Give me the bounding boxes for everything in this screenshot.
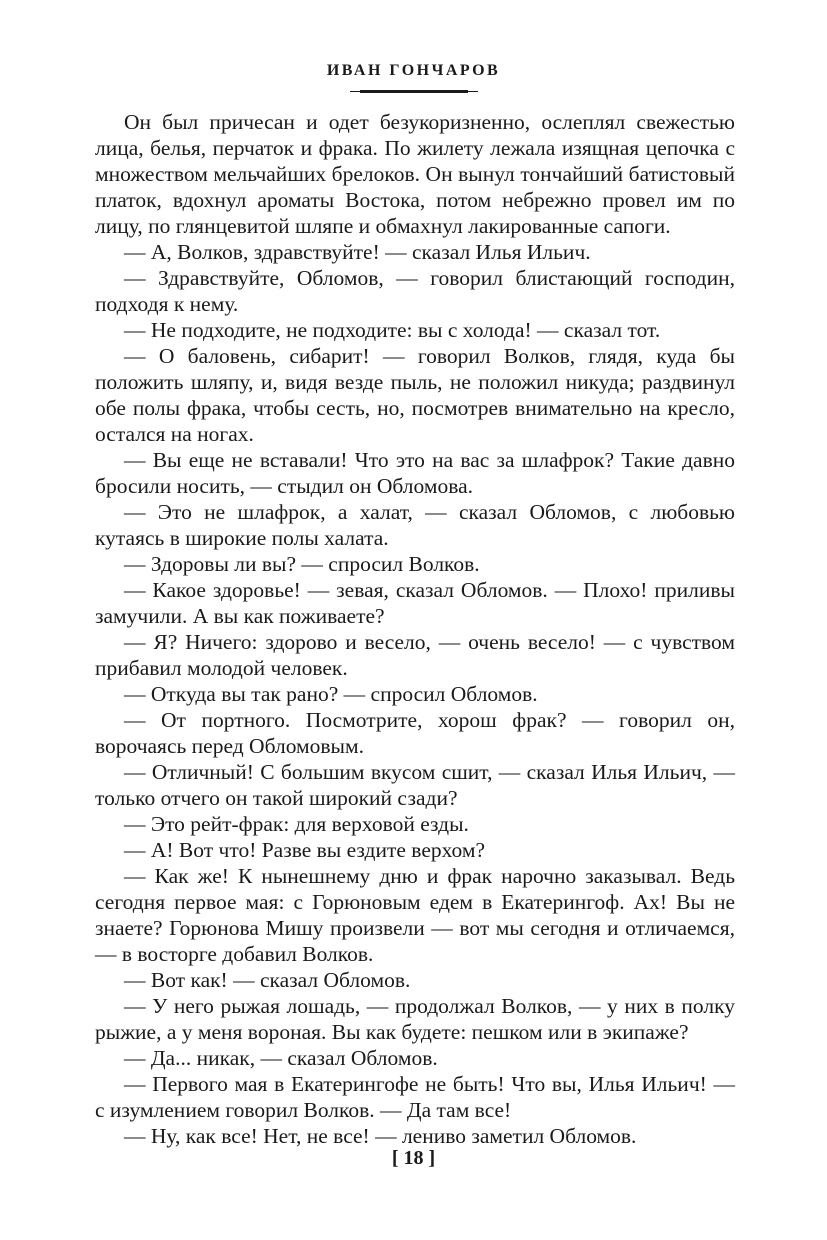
paragraph: — Какое здоровье! — зевая, сказал Обломов. — Плохо! приливы замучили. А вы как поживаете? (95, 578, 735, 628)
paragraph: — Да... никак, — сказал Обломов. (124, 1046, 438, 1070)
paragraph: — У него рыжая лошадь, — продолжал Волков, — у них в полку рыжие, а у меня вороная. Вы как будете: пешком или в экипаже? (95, 994, 735, 1044)
author-name: ИВАН ГОНЧАРОВ (326, 62, 501, 79)
paragraph: — А, Волков, здравствуйте! — сказал Илья Ильич. (124, 240, 591, 264)
paragraph: — Здоровы ли вы? — спросил Волков. (124, 552, 480, 576)
paragraph: — Отличный! С большим вкусом сшит, — сказал Илья Ильич, — только отчего он такой широкий сзади? (95, 760, 735, 810)
paragraph: — Здравствуйте, Обломов, — говорил блистающий господин, подходя к нему. (95, 266, 735, 316)
paragraph: — Как же! К нынешнему дню и фрак нарочно заказывал. Ведь сегодня первое мая: с Горюновым едем в Екатерингоф. Ах! Вы не знаете? Горюнова Мишу произвели — вот мы сегодня и отличаемся, — в восторге добавил Волков. (95, 864, 735, 966)
paragraph: — Вот как! — сказал Обломов. (124, 968, 411, 992)
paragraph: — Первого мая в Екатерингофе не быть! Что вы, Илья Ильич! — с изумлением говорил Волков. — Да там все! (95, 1072, 735, 1122)
paragraph: Он был причесан и одет безукоризненно, ослеплял свежестью лица, белья, перчаток и фрака. По жилету лежала изящная цепочка с множеством мельчайших брелоков. Он вынул тончайший батистовый платок, вдохнул ароматы Востока, потом небрежно провел им по лицу, по глянцевитой шляпе и обмахнул лакированные сапоги. (95, 110, 735, 238)
body-text (95, 109, 735, 1149)
paragraph: — От портного. Посмотрите, хорош фрак? — говорил он, ворочаясь перед Обломовым. (95, 708, 735, 758)
page-number: [ 18 ] (391, 1147, 436, 1169)
paragraph: — Откуда вы так рано? — спросил Обломов. (124, 682, 538, 706)
running-header (0, 62, 827, 93)
paragraph: — Не подходите, не подходите: вы с холода! — сказал тот. (124, 318, 661, 342)
paragraph: — Вы еще не вставали! Что это на вас за шлафрок? Такие давно бросили носить, — стыдил он Обломова. (95, 448, 735, 498)
paragraph: — О баловень, сибарит! — говорил Волков, глядя, куда бы положить шляпу, и, видя везде пыль, не положил никуда; раздвинул обе полы фрака, чтобы сесть, но, посмотрев внимательно на кресло, остался на ногах. (95, 344, 735, 446)
paragraph: — Я? Ничего: здорово и весело, — очень весело! — с чувством прибавил молодой человек. (95, 630, 735, 680)
paragraph: — Это рейт-фрак: для верховой езды. (124, 812, 469, 836)
paragraph: — А! Вот что! Разве вы ездите верхом? (124, 838, 486, 862)
header-rule (360, 90, 468, 93)
paragraph: — Ну, как все! Нет, не все! — лениво заметил Обломов. (124, 1124, 637, 1148)
paragraph: — Это не шлафрок, а халат, — сказал Обломов, с любовью кутаясь в широкие полы халата. (95, 500, 735, 550)
